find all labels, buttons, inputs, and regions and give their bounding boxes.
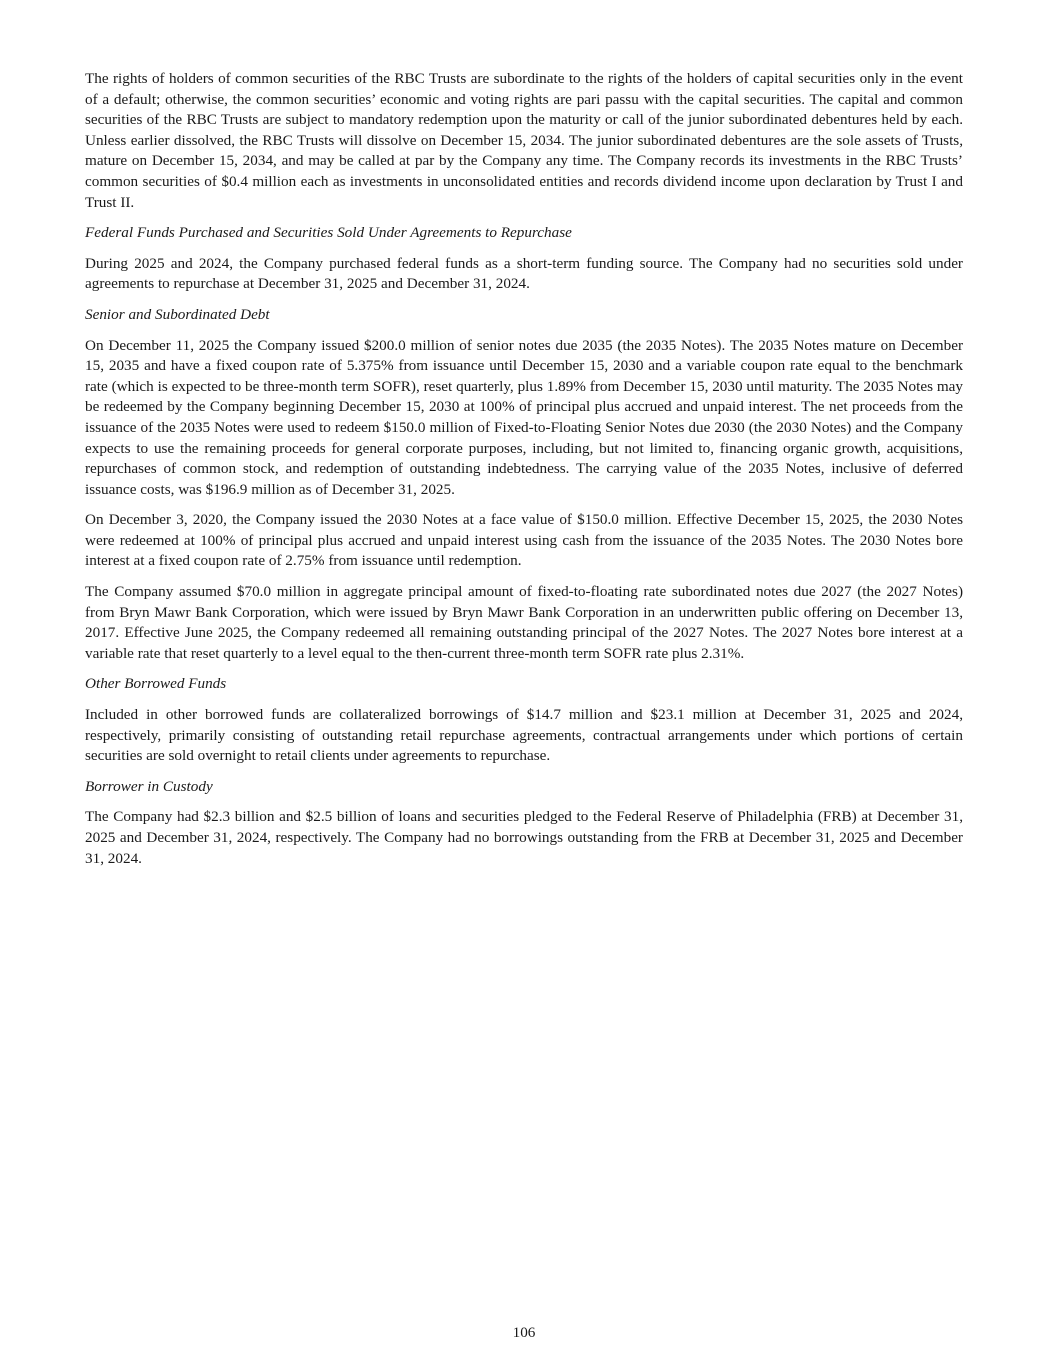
paragraph-rbc-trusts: The rights of holders of common securities of the RBC Trusts are subordinate to the rights of the holders of capital securities only in the event of a default; otherwise, the common securities’ economic and voting rights are pari passu with the capital securities. The capital and common securities of the RBC Trusts are subject to mandatory redemption upon the maturity or call of the junior subordinated debentures held by each. Unless earlier dissolved, the RBC Trusts will dissolve on December 15, 2034. The junior subordinated debentures are the sole assets of Trusts, mature on December 15, 2034, and may be called at par by the Company any time. The Company records its investments in the RBC Trusts’ common securities of $0.4 million each as investments in unconsolidated entities and records dividend income upon declaration by Trust I and Trust II. [85, 70, 963, 211]
paragraph-other-borrowed-funds: Included in other borrowed funds are collateralized borrowings of $14.7 million and $23.1 million at December 31, 2025 and 2024, respectively, primarily consisting of outstanding retail repurchase agreements, contractual arrangements under which portions of certain securities are sold overnight to retail clients under agreements to repurchase. [85, 706, 963, 765]
section-federal-funds [85, 223, 963, 295]
paragraph-federal-funds: During 2025 and 2024, the Company purchased federal funds as a short-term funding source. The Company had no securities sold under agreements to repurchase at December 31, 2025 and December 31, 2024. [85, 254, 963, 293]
heading-federal-funds: Federal Funds Purchased and Securities Sold Under Agreements to Repurchase [85, 224, 572, 242]
document-body [85, 69, 963, 879]
page-number: 106 [512, 1324, 536, 1341]
section-borrower-in-custody [85, 777, 963, 869]
section-rbc-trusts [85, 69, 963, 213]
paragraph-2027-notes: The Company assumed $70.0 million in aggregate principal amount of fixed-to-floating rate subordinated notes due 2027 (the 2027 Notes) from Bryn Mawr Bank Corporation, which were issued by Bryn Mawr Bank Corporation in an underwritten public offering on December 13, 2017. Effective June 2025, the Company redeemed all remaining outstanding principal of the 2027 Notes. The 2027 Notes bore interest at a variable rate that reset quarterly to a level equal to the then-current three-month term SOFR rate plus 2.31%. [85, 583, 963, 662]
heading-other-borrowed-funds: Other Borrowed Funds [85, 675, 227, 693]
heading-senior-subordinated-debt: Senior and Subordinated Debt [85, 305, 270, 323]
section-senior-subordinated-debt [85, 305, 963, 665]
section-other-borrowed-funds [85, 674, 963, 766]
paragraph-2030-notes: On December 3, 2020, the Company issued the 2030 Notes at a face value of $150.0 million. Effective December 15, 2025, the 2030 Notes were redeemed at 100% of principal plus accrued and unpaid interest using cash from the issuance of the 2035 Notes. The 2030 Notes bore interest at a fixed coupon rate of 2.75% from issuance until redemption. [85, 511, 963, 570]
paragraph-borrower-in-custody: The Company had $2.3 billion and $2.5 billion of loans and securities pledged to the Federal Reserve of Philadelphia (FRB) at December 31, 2025 and December 31, 2024, respectively. The Company had no borrowings outstanding from the FRB at December 31, 2025 and December 31, 2024. [85, 808, 963, 867]
heading-borrower-in-custody: Borrower in Custody [85, 777, 213, 795]
paragraph-2035-notes: On December 11, 2025 the Company issued $200.0 million of senior notes due 2035 (the 2035 Notes). The 2035 Notes mature on December 15, 2035 and have a fixed coupon rate of 5.375% from issuance until December 15, 2030 and a variable coupon rate equal to the benchmark rate (which is expected to be three-month term SOFR), reset quarterly, plus 1.89% from December 15, 2030 until maturity. The 2035 Notes may be redeemed by the Company beginning December 15, 2030 at 100% of principal plus accrued and unpaid interest. The net proceeds from the issuance of the 2035 Notes were used to redeem $150.0 million of Fixed-to-Floating Senior Notes due 2030 (the 2030 Notes) and the Company expects to use the remaining proceeds for general corporate purposes, including, but not limited to, financing organic growth, acquisitions, repurchases of common stock, and redemption of outstanding indebtedness. The carrying value of the 2035 Notes, inclusive of deferred issuance costs, was $196.9 million as of December 31, 2025. [85, 336, 963, 498]
